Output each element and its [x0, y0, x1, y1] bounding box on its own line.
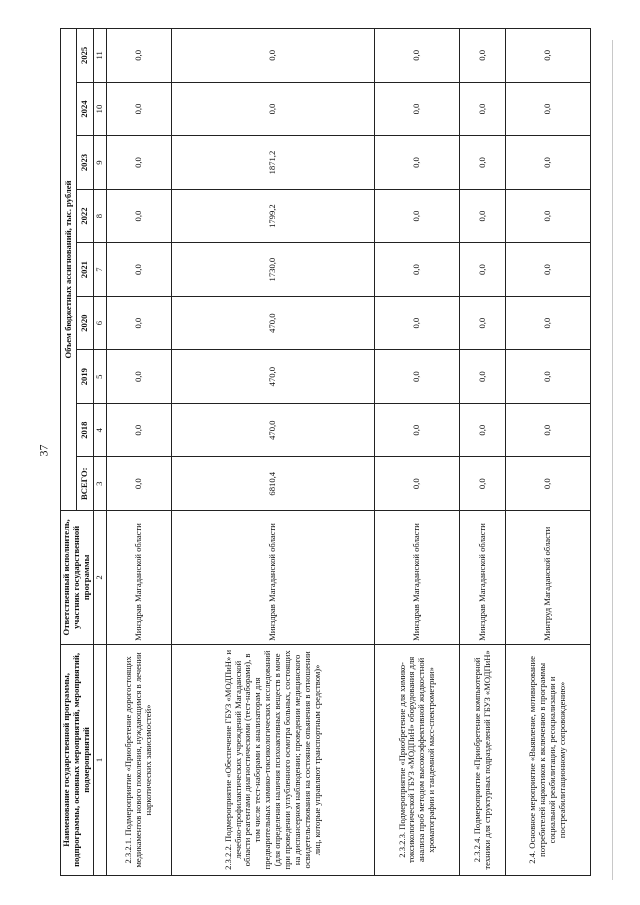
header-col-number-1: 1 — [93, 644, 106, 875]
row-value-2024: 0,0 — [375, 82, 460, 136]
row-value-2024: 0,0 — [460, 82, 506, 136]
row-value-2024: 0,0 — [505, 82, 590, 136]
header-year-6: 2023 — [77, 136, 93, 190]
row-value-2020: 0,0 — [460, 296, 506, 350]
row-value-2024: 0,0 — [171, 82, 375, 136]
table-row — [460, 29, 506, 876]
header-year-3: 2020 — [77, 296, 93, 350]
row-name: 2.3.2.3. Подмероприятие «Приобретение для химико-токсикологической ГБУЗ «МОДПиН» оборудования для анализа проб методом высокоэффективной жидкостной хроматографии и тандемной масс-спектрометрии» — [375, 644, 460, 875]
header-year-1: 2018 — [77, 403, 93, 457]
row-value-2025: 0,0 — [106, 29, 171, 83]
row-executor: Минздрав Магаданской области — [460, 511, 506, 645]
header-col-number-9: 9 — [93, 136, 106, 190]
row-value-2018: 470,0 — [171, 403, 375, 457]
header-year-8: 2025 — [77, 29, 93, 83]
row-value-2019: 0,0 — [106, 350, 171, 404]
table-row — [505, 29, 590, 876]
row-value-2024: 0,0 — [106, 82, 171, 136]
row-value-2021: 0,0 — [505, 243, 590, 297]
header-year-0: ВСЕГО: — [77, 457, 93, 511]
row-executor: Минздрав Магаданской области — [375, 511, 460, 645]
budget-table — [60, 28, 591, 876]
row-value-всего: 0,0 — [460, 457, 506, 511]
header-col-number-7: 7 — [93, 243, 106, 297]
row-value-2022: 0,0 — [460, 189, 506, 243]
header-year-5: 2022 — [77, 189, 93, 243]
row-value-2020: 0,0 — [106, 296, 171, 350]
row-value-2020: 0,0 — [375, 296, 460, 350]
row-value-2018: 0,0 — [505, 403, 590, 457]
row-name: 2.3.2.2. Подмероприятие «Обеспечение ГБУЗ «МОДПиН» и лечебно-профилактических учреждений Магаданской области реагентами диагностическими (тест-наборами), в том числе тест-наборами к анализаторам для предварительных химико-токсикологических исследований (для определения наличия психоактивных веществ в моче при проведении углубленного осмотра больных, состоящих на диспансерном наблюдении; проведении медицинского освидетельствования на состояние опьянения в отношении лиц, которые управляют транспортным средством)» — [171, 644, 375, 875]
table-row — [171, 29, 375, 876]
row-value-2020: 0,0 — [505, 296, 590, 350]
header-col-number-10: 10 — [93, 82, 106, 136]
row-value-2025: 0,0 — [375, 29, 460, 83]
row-value-всего: 0,0 — [106, 457, 171, 511]
row-name: 2.4. Основное мероприятие «Выявление, мотивирование потребителей наркотиков к включению в программы социальной реабилитации, ресоциализации и постреабилитационному сопровождению» — [505, 644, 590, 875]
margin-rule — [612, 40, 613, 880]
row-value-2022: 1799,2 — [171, 189, 375, 243]
row-value-2018: 0,0 — [460, 403, 506, 457]
row-value-2025: 0,0 — [460, 29, 506, 83]
row-value-2023: 0,0 — [106, 136, 171, 190]
row-value-2021: 0,0 — [375, 243, 460, 297]
row-value-2023: 0,0 — [505, 136, 590, 190]
row-value-всего: 6810,4 — [171, 457, 375, 511]
row-value-2021: 1730,0 — [171, 243, 375, 297]
header-year-4: 2021 — [77, 243, 93, 297]
row-name: 2.3.2.1. Подмероприятие «Приобретение дорогостоящих медикаментов нового поколения, нуждающимся в лечении наркотических зависимостей» — [106, 644, 171, 875]
row-executor: Минздрав Магаданской области — [171, 511, 375, 645]
row-executor: Минздрав Магаданской области — [106, 511, 171, 645]
page-number: 37 — [36, 444, 51, 457]
row-value-2018: 0,0 — [375, 403, 460, 457]
row-value-всего: 0,0 — [505, 457, 590, 511]
rotated-table-container — [60, 28, 584, 876]
row-value-2019: 0,0 — [460, 350, 506, 404]
row-value-2025: 0,0 — [171, 29, 375, 83]
row-value-2018: 0,0 — [106, 403, 171, 457]
row-value-2023: 1871,2 — [171, 136, 375, 190]
table-row — [375, 29, 460, 876]
header-col-number-4: 4 — [93, 403, 106, 457]
header-col-number-2: 2 — [93, 511, 106, 645]
row-executor: Минтруд Магаданской области — [505, 511, 590, 645]
row-value-2025: 0,0 — [505, 29, 590, 83]
row-value-2019: 0,0 — [375, 350, 460, 404]
row-value-2023: 0,0 — [375, 136, 460, 190]
header-col-number-5: 5 — [93, 350, 106, 404]
row-name: 2.3.2.4. Подмероприятие «Приобретение компьютерной техники для структурных подразделений ГБУЗ «МОДПиН» — [460, 644, 506, 875]
row-value-2019: 0,0 — [505, 350, 590, 404]
header-col-number-11: 11 — [93, 29, 106, 83]
header-budget-group: Объем бюджетных ассигнований, тыс. рублей — [61, 29, 77, 511]
row-value-2023: 0,0 — [460, 136, 506, 190]
row-value-2019: 470,0 — [171, 350, 375, 404]
row-value-2022: 0,0 — [375, 189, 460, 243]
header-executor-column: Ответственный исполнитель, участник государственной программы — [61, 511, 94, 645]
row-value-2022: 0,0 — [505, 189, 590, 243]
header-name-column: Наименование государственной программы, подпрограммы, основных мероприятий, мероприятий, подмероприятий — [61, 644, 94, 875]
table-row — [106, 29, 171, 876]
header-col-number-8: 8 — [93, 189, 106, 243]
header-year-2: 2019 — [77, 350, 93, 404]
header-year-7: 2024 — [77, 82, 93, 136]
row-value-2021: 0,0 — [106, 243, 171, 297]
row-value-2022: 0,0 — [106, 189, 171, 243]
header-col-number-3: 3 — [93, 457, 106, 511]
row-value-всего: 0,0 — [375, 457, 460, 511]
row-value-2021: 0,0 — [460, 243, 506, 297]
row-value-2020: 470,0 — [171, 296, 375, 350]
header-col-number-6: 6 — [93, 296, 106, 350]
